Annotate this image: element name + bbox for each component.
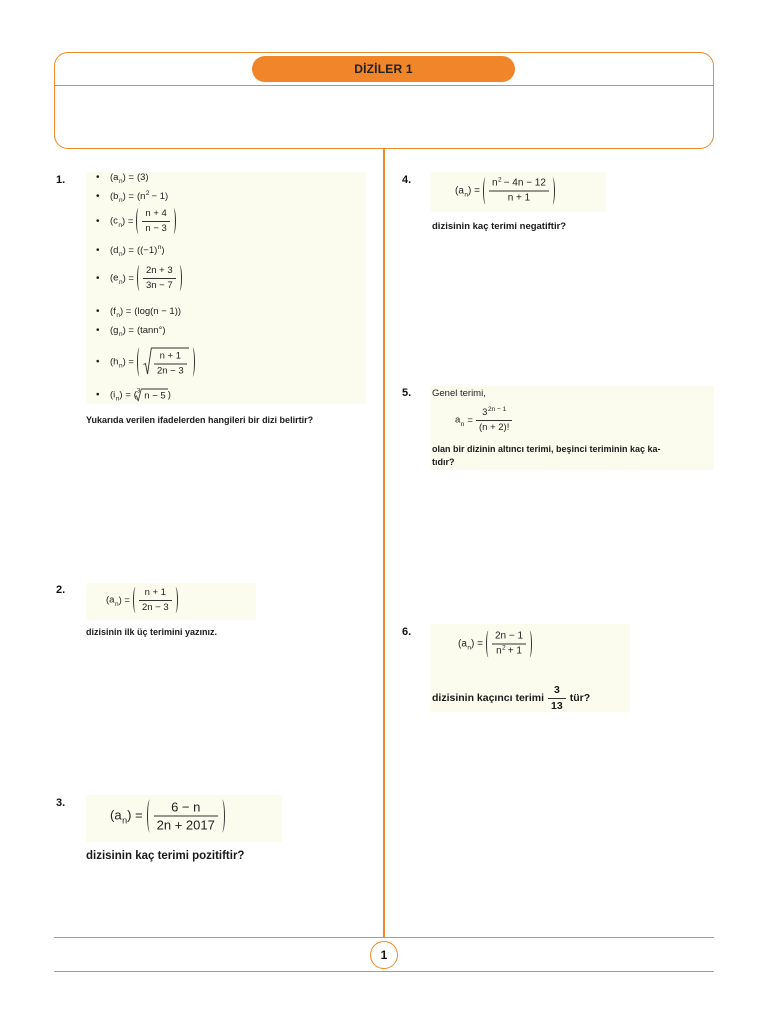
denominator: 2n − 3 xyxy=(141,601,169,613)
bullet: • xyxy=(96,272,100,284)
bullet: • xyxy=(96,191,100,202)
question-5-box xyxy=(430,386,714,470)
radicand xyxy=(152,348,189,377)
fraction xyxy=(143,265,176,291)
header-frame xyxy=(54,52,714,149)
right-paren xyxy=(177,265,182,291)
sequence-item xyxy=(96,246,165,256)
subscript: n xyxy=(118,221,123,229)
question-number: 5. xyxy=(402,387,412,399)
question-2-box xyxy=(86,583,256,620)
fraction xyxy=(139,587,172,613)
question-prompt xyxy=(432,443,661,469)
radical-sign-icon xyxy=(143,348,152,376)
denominator xyxy=(492,645,526,658)
question-prompt: dizisinin kaç terimi negatiftir? xyxy=(432,221,567,232)
sequence-item xyxy=(96,192,168,202)
general-term-formula xyxy=(106,587,178,613)
bullet: • xyxy=(96,245,100,256)
fraction xyxy=(476,407,512,433)
cube-root xyxy=(135,389,167,402)
left-paren xyxy=(137,348,142,377)
column-divider xyxy=(383,149,385,937)
sequence-item xyxy=(96,307,181,317)
equals: ) = xyxy=(122,172,134,183)
equals: ) = xyxy=(122,191,134,202)
denominator: 13 xyxy=(551,699,563,712)
subscript: n xyxy=(118,278,123,286)
numerator-base: 3 xyxy=(482,407,488,418)
equals: ) = xyxy=(122,245,134,256)
fraction xyxy=(154,800,218,833)
worksheet-title: DİZİLER 1 xyxy=(252,56,515,82)
general-term-formula xyxy=(455,178,555,205)
subscript: n xyxy=(460,420,465,428)
right-paren xyxy=(550,178,555,205)
subscript: n xyxy=(118,362,123,370)
question-6-box xyxy=(430,624,630,712)
subscript: n xyxy=(118,331,123,338)
exponent: 2 xyxy=(145,190,150,197)
right-paren xyxy=(527,631,532,658)
sequence-item xyxy=(96,173,149,183)
prompt-end: tür? xyxy=(569,691,591,704)
equals: ) = xyxy=(122,215,134,227)
sequence-item xyxy=(96,348,195,377)
general-term-formula xyxy=(458,631,532,658)
fraction xyxy=(492,631,526,658)
question-intro: Genel terimi, xyxy=(432,388,486,399)
left-paren xyxy=(133,587,138,613)
radicand: n − 5 xyxy=(144,390,166,402)
equals: = xyxy=(467,414,473,426)
sequence-name: (a xyxy=(110,807,122,823)
question-number: 3. xyxy=(56,797,66,809)
equals: ) = xyxy=(119,389,131,401)
numerator: 2n − 1 xyxy=(492,631,526,645)
sequence-item xyxy=(96,208,176,234)
general-term-end: ) xyxy=(161,245,165,256)
general-term: (3) xyxy=(136,172,149,183)
general-term-formula xyxy=(455,407,512,433)
denominator-base: n xyxy=(496,645,502,657)
question-prompt: dizisinin ilk üç terimini yazınız. xyxy=(86,627,218,637)
root-index: 3 xyxy=(136,388,141,395)
subscript: n xyxy=(115,395,120,403)
question-4-box xyxy=(430,172,606,212)
sequence-name: (a xyxy=(455,185,464,197)
target-fraction xyxy=(548,684,566,712)
general-term-start: (n xyxy=(136,191,146,202)
right-paren xyxy=(171,208,176,234)
exponent: 2 xyxy=(498,176,502,184)
subscript: n xyxy=(118,178,123,185)
question-number: 4. xyxy=(402,174,412,186)
parenthesized-fraction xyxy=(483,178,555,205)
sequence-item xyxy=(96,326,166,336)
footer-line-bottom xyxy=(54,971,714,972)
equals: ) = xyxy=(122,272,134,284)
question-1-box xyxy=(86,172,366,404)
subscript: n xyxy=(122,815,128,826)
subscript: n xyxy=(114,600,119,608)
right-paren xyxy=(219,800,225,833)
numerator: 3 xyxy=(548,684,566,699)
question-number: 1. xyxy=(56,174,66,186)
equals: ) = xyxy=(122,356,134,368)
square-root xyxy=(143,348,189,377)
footer-line-top xyxy=(54,937,714,938)
right-paren xyxy=(173,587,178,613)
parenthesized-fraction xyxy=(486,631,532,658)
left-paren xyxy=(136,208,141,234)
denominator: n + 1 xyxy=(507,192,531,204)
bullet: • xyxy=(96,215,100,227)
sequence-name: (d xyxy=(110,245,119,256)
equals: ) = xyxy=(127,807,143,823)
sequence-name: (a xyxy=(110,172,119,183)
exponent: 2 xyxy=(502,644,506,652)
numerator xyxy=(489,178,549,192)
sequence-name: (a xyxy=(106,594,115,606)
equals: ) = xyxy=(468,185,480,197)
subscript: n xyxy=(116,312,120,319)
prompt-line: tıdır? xyxy=(432,457,455,467)
denominator: (n + 2)! xyxy=(478,421,510,433)
fraction xyxy=(489,178,549,205)
sequence-item xyxy=(96,265,182,291)
header-divider xyxy=(55,85,713,86)
denominator: 2n + 2017 xyxy=(156,817,215,833)
numerator xyxy=(476,407,512,421)
denominator: n − 3 xyxy=(145,222,167,234)
open-paren: ( xyxy=(133,389,137,401)
sequence-name: (b xyxy=(110,191,119,202)
sequence-name: (f xyxy=(110,306,116,317)
numerator-base: n xyxy=(491,177,498,189)
numerator-rest: − 4n − 12 xyxy=(503,177,546,189)
prompt-line: olan bir dizinin altıncı terimi, beşinci teriminin kaç ka- xyxy=(432,444,661,454)
bullet: • xyxy=(96,356,100,368)
parenthesized-fraction xyxy=(133,587,178,613)
right-paren xyxy=(190,348,195,377)
sequence-name: (e xyxy=(110,272,119,284)
question-number: 6. xyxy=(402,626,412,638)
numerator: n + 4 xyxy=(142,208,169,222)
general-term: (log(n − 1)) xyxy=(134,306,182,317)
denominator-rest: + 1 xyxy=(507,645,522,657)
prompt-start: dizisinin kaçıncı terimi xyxy=(432,691,545,704)
subscript: n xyxy=(118,251,123,258)
bullet: • xyxy=(96,172,100,183)
left-paren xyxy=(147,800,153,833)
sequence-name: (c xyxy=(110,215,118,227)
general-term-formula xyxy=(110,800,225,833)
equals: ) = xyxy=(119,306,132,317)
general-term-end: − 1) xyxy=(151,191,169,202)
fraction xyxy=(142,208,169,234)
parenthesized-root xyxy=(137,348,195,377)
question-prompt xyxy=(432,684,590,712)
sequence-name: a xyxy=(455,414,461,426)
subscript: n xyxy=(464,191,469,199)
sequence-item xyxy=(96,389,171,402)
numerator: n + 1 xyxy=(154,351,187,365)
subscript: n xyxy=(118,197,123,204)
parenthesized-fraction xyxy=(136,208,175,234)
bullet: • xyxy=(96,325,100,336)
numerator: 2n + 3 xyxy=(143,265,176,279)
page-number: 1 xyxy=(370,941,398,969)
exponent: n xyxy=(157,244,162,251)
parenthesized-fraction xyxy=(137,265,182,291)
equals: ) = xyxy=(122,325,134,336)
general-term: (tann°) xyxy=(136,325,166,336)
equals: ) = xyxy=(118,594,130,606)
fraction xyxy=(154,351,187,377)
equals: ) = xyxy=(471,638,483,650)
sequence-name: (a xyxy=(458,638,467,650)
left-paren xyxy=(483,178,488,205)
sequence-name: (g xyxy=(110,325,119,336)
question-3-box xyxy=(86,795,282,842)
numerator: n + 1 xyxy=(139,587,172,601)
left-paren xyxy=(137,265,142,291)
sequence-name: (h xyxy=(110,356,119,368)
general-term-start: ((−1) xyxy=(136,245,158,256)
bullet: • xyxy=(96,306,100,317)
subscript: n xyxy=(467,644,472,652)
question-prompt: Yukarıda verilen ifadelerden hangileri bir dizi belirtir? xyxy=(86,415,314,425)
denominator: 2n − 3 xyxy=(156,365,184,376)
denominator: 3n − 7 xyxy=(145,279,173,291)
exponent: 2n − 1 xyxy=(487,406,507,413)
left-paren xyxy=(486,631,491,658)
question-prompt: dizisinin kaç terimi pozitiftir? xyxy=(86,850,245,862)
sequence-name: (i xyxy=(110,389,116,401)
question-number: 2. xyxy=(56,584,66,596)
parenthesized-fraction xyxy=(147,800,225,833)
close-paren: ) xyxy=(167,389,171,401)
numerator: 6 − n xyxy=(154,800,218,817)
bullet: • xyxy=(96,389,100,401)
